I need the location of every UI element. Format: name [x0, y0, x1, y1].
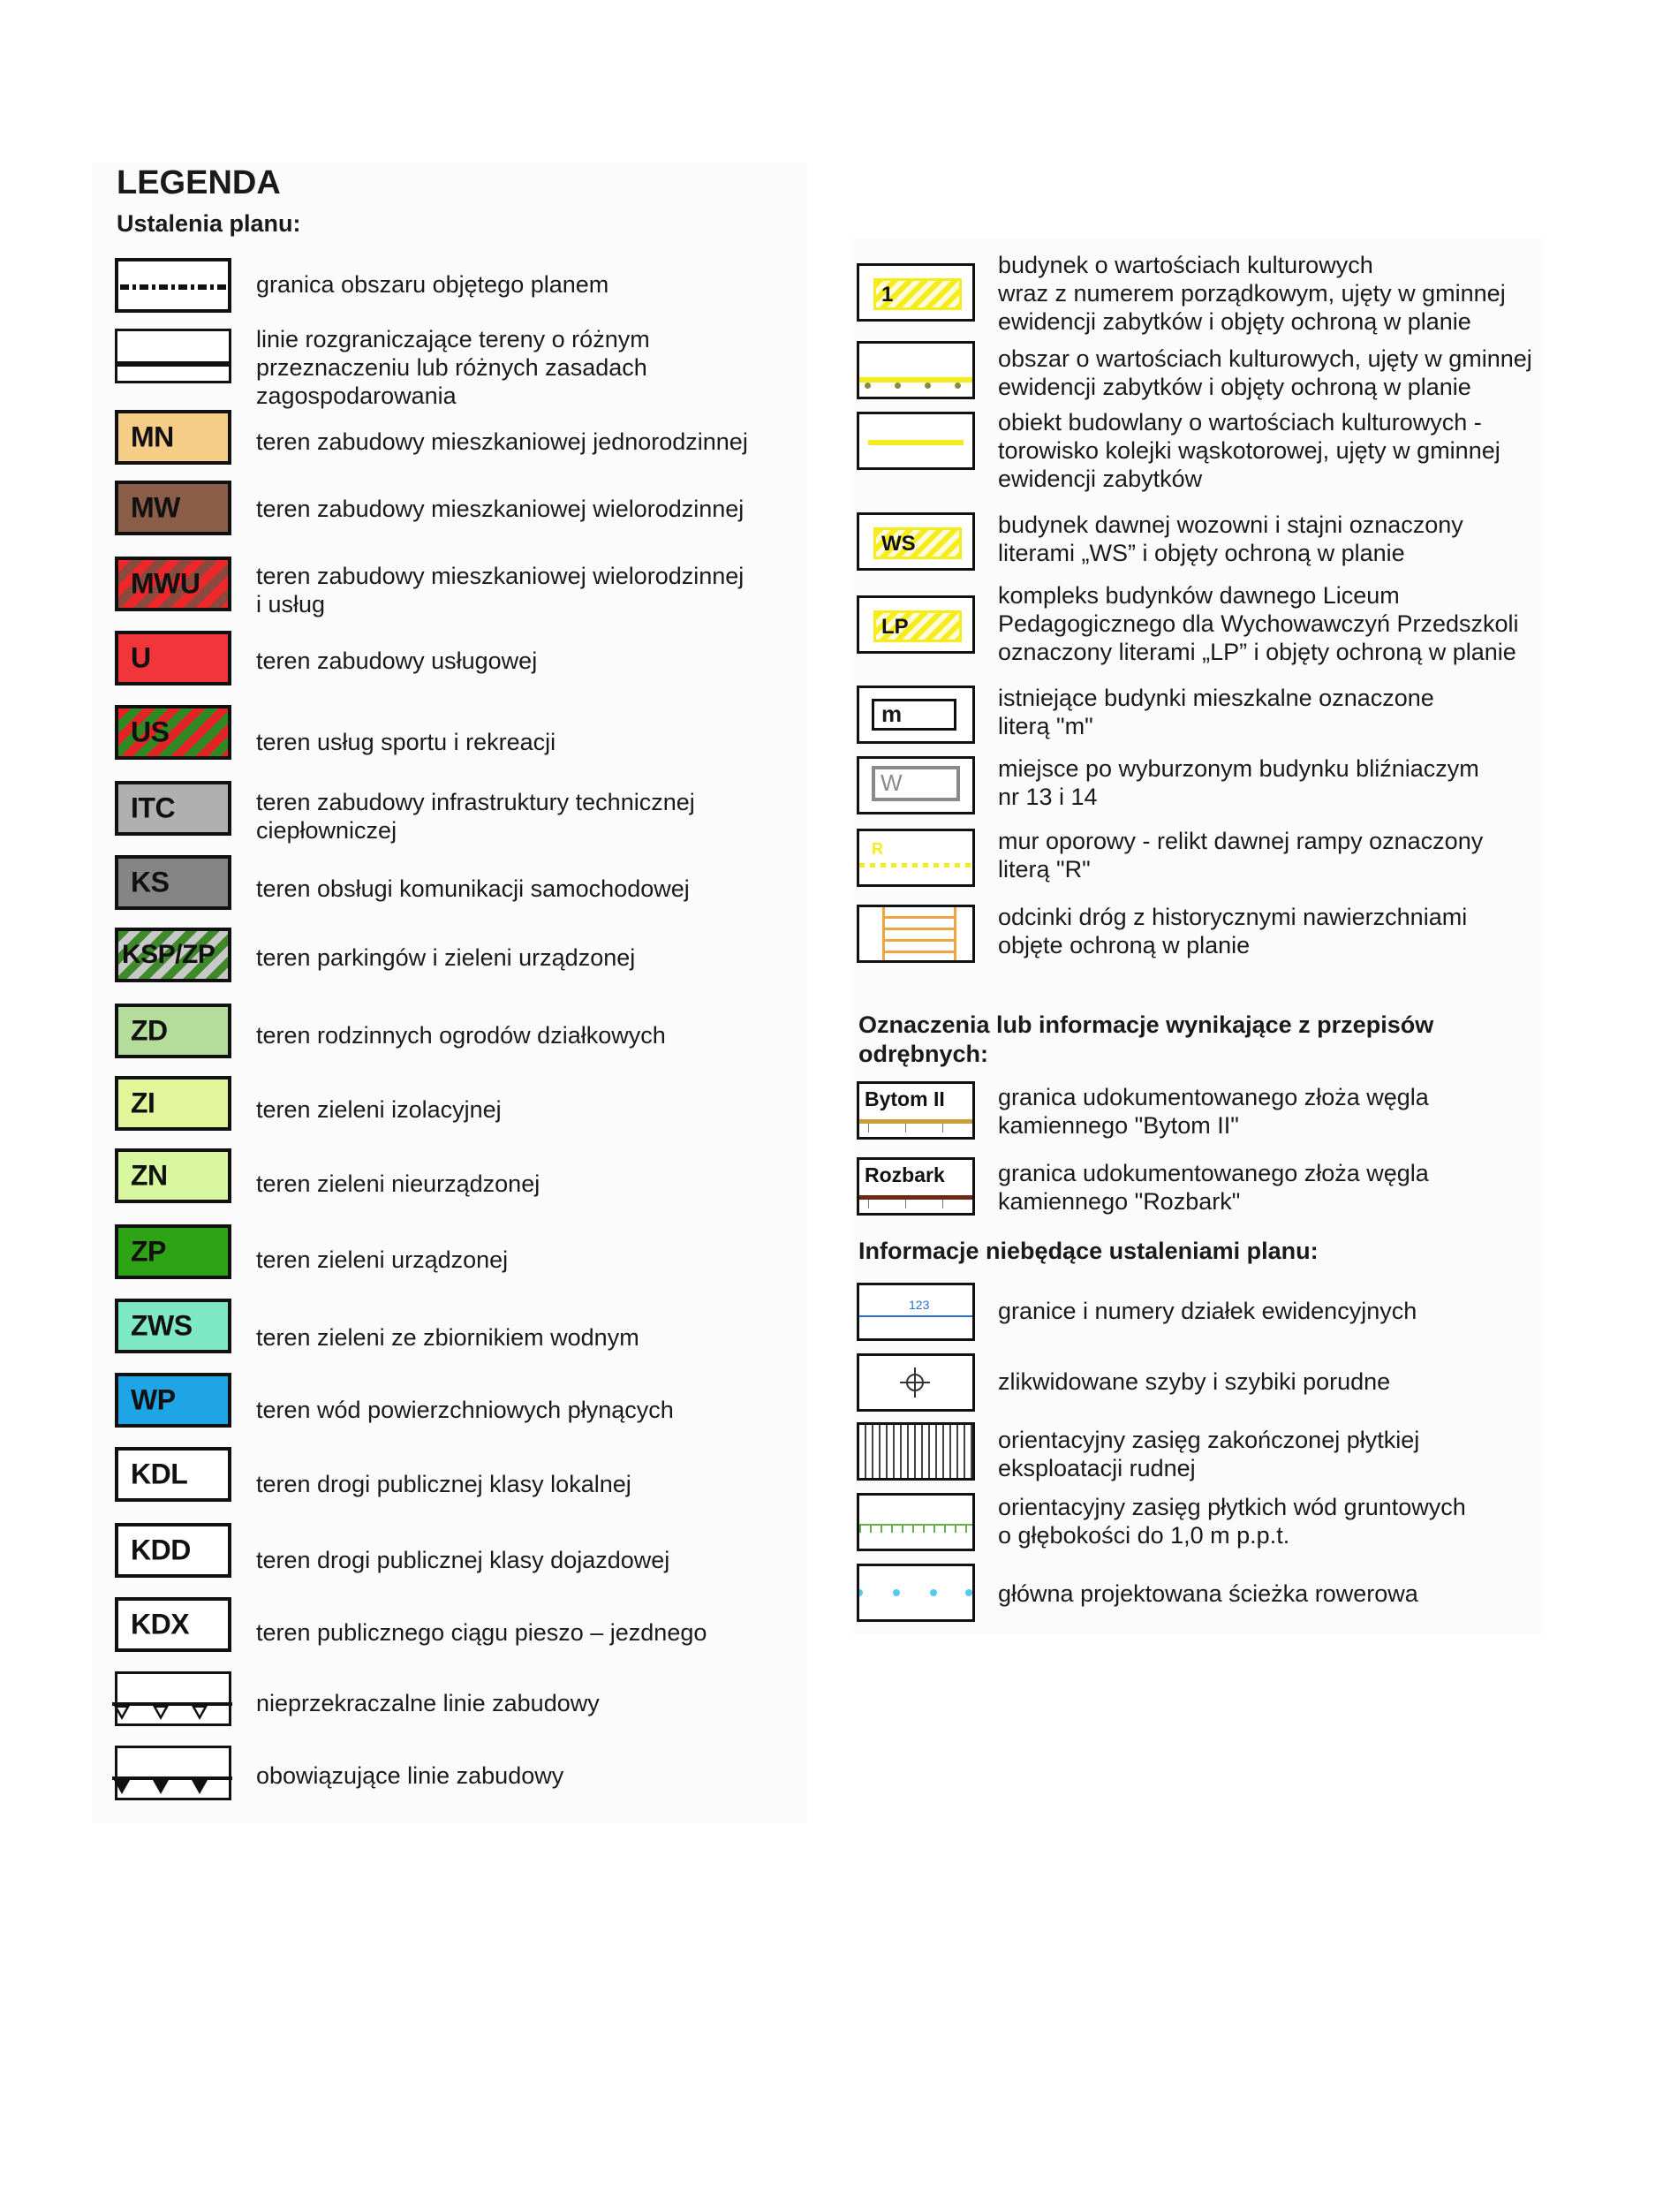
symbol-mwu: [115, 557, 231, 611]
deposit-tick: [942, 1124, 943, 1133]
legend-text-mn: teren zabudowy mieszkaniowej jednorodzinnej: [256, 428, 748, 455]
legend-text-wp: teren wód powierzchniowych płynących: [256, 1397, 674, 1423]
heritage-area-dot: [865, 383, 871, 389]
deposit-code: Rozbark: [865, 1163, 945, 1186]
deposit-text-0: granica udokumentowanego złoża węgla kamiennego "Bytom II": [998, 1084, 1429, 1139]
heritage-code: LP: [881, 615, 909, 639]
symbol-code: U: [131, 641, 151, 674]
deposit-tick: [905, 1124, 906, 1133]
legend-text-u: teren zabudowy usługowej: [256, 648, 538, 674]
symbol-code: KS: [131, 866, 170, 898]
symbol-mw: [115, 481, 231, 535]
legend-title: LEGENDA: [117, 164, 281, 201]
legend-text-line-1: linie rozgraniczające tereny o różnym przeznaczeniu lub różnych zasadach zagospodarowania: [256, 326, 650, 409]
demolished-code: W: [881, 769, 903, 796]
symbol-code: ZWS: [131, 1309, 193, 1342]
symbol-ksp-zp: [115, 928, 231, 982]
cycle-path-dot: [893, 1589, 900, 1596]
symbol-zd: [115, 1004, 231, 1058]
symbol-line-20: [115, 1746, 231, 1800]
heritage-text-3: budynek dawnej wozowni i stajni oznaczony literami „WS” i objęty ochroną w planie: [998, 511, 1463, 566]
symbol-kdd: [115, 1523, 231, 1578]
symbol-zws: [115, 1299, 231, 1353]
symbol-itc: [115, 781, 231, 836]
triangle-hollow: [117, 1708, 126, 1716]
info-symbol-2: [857, 1422, 975, 1481]
info-symbol-0: [857, 1283, 975, 1341]
legend-text-itc: teren zabudowy infrastruktury technicznej ciepłowniczej: [256, 789, 695, 844]
deposit-line: [859, 1119, 972, 1124]
deposit-tick: [868, 1124, 869, 1133]
legend-text-zd: teren rodzinnych ogrodów działkowych: [256, 1022, 666, 1049]
symbol-u: [115, 631, 231, 686]
heritage-text-5: istniejące budynki mieszkalne oznaczone literą "m": [998, 685, 1434, 739]
symbol-code: ZP: [131, 1235, 166, 1268]
info-text-0: granice i numery działek ewidencyjnych: [998, 1298, 1417, 1324]
symbol-code: ZI: [131, 1087, 155, 1119]
heritage-symbol-7: [857, 829, 975, 887]
heritage-symbol-3: [857, 512, 975, 571]
retaining-wall-code: R: [872, 840, 883, 858]
info-text-1: zlikwidowane szyby i szybiki porudne: [998, 1368, 1391, 1395]
heritage-code: 1: [881, 283, 894, 307]
info-symbol-4: [857, 1564, 975, 1622]
legend-text-kdx: teren publicznego ciągu pieszo – jezdnego: [256, 1619, 707, 1646]
deposit-code: Bytom II: [865, 1087, 945, 1110]
heritage-area-dot: [925, 383, 931, 389]
retaining-wall-line: [859, 863, 972, 867]
legend-text-zn: teren zieleni nieurządzonej: [256, 1170, 540, 1197]
demarcation-line: [117, 361, 229, 367]
deposit-line: [859, 1195, 972, 1200]
legend-text-line-19: nieprzekraczalne linie zabudowy: [256, 1690, 600, 1716]
building-line-triangle: [192, 1706, 208, 1720]
cycle-path-dot: [965, 1589, 972, 1596]
building-line-triangle: [114, 1780, 130, 1794]
heritage-text-4: kompleks budynków dawnego Liceum Pedagogicznego dla Wychowawczyń Przedszkoli oznaczony literami „LP” i objęty ochroną w planie: [998, 582, 1519, 665]
railway-line: [868, 440, 964, 445]
info-symbol-1: [857, 1353, 975, 1412]
heritage-text-7: mur oporowy - relikt dawnej rampy oznaczony literą "R": [998, 828, 1484, 883]
shaft-cross-v: [914, 1367, 916, 1398]
symbol-us: [115, 705, 231, 760]
building-line: [112, 1776, 232, 1780]
info-text-2: orientacyjny zasięg zakończonej płytkiej eksploatacji rudnej: [998, 1427, 1420, 1481]
symbol-code: ZN: [131, 1159, 168, 1192]
heritage-area-dot: [895, 383, 901, 389]
residential-building-box: [872, 699, 956, 731]
building-line-triangle: [114, 1706, 130, 1720]
info-symbol-3: [857, 1493, 975, 1551]
symbol-code: ZD: [131, 1014, 168, 1047]
symbol-code: MN: [131, 420, 174, 453]
symbol-line-1: [115, 329, 231, 383]
legend-text-zp: teren zieleni urządzonej: [256, 1246, 509, 1273]
symbol-code: KSP/ZP: [122, 940, 215, 969]
symbol-zi: [115, 1076, 231, 1131]
legend-subtitle: Ustalenia planu:: [117, 210, 301, 237]
section2-title: Oznaczenia lub informacje wynikające z przepisów odrębnych:: [858, 1011, 1434, 1067]
cycle-path-dot: [930, 1589, 937, 1596]
building-line: [112, 1702, 232, 1706]
deposit-text-1: granica udokumentowanego złoża węgla kamiennego "Rozbark": [998, 1160, 1429, 1215]
legend-text-mwu: teren zabudowy mieszkaniowej wielorodzinnej i usług: [256, 563, 745, 617]
legend-text-ksp-zp: teren parkingów i zieleni urządzonej: [256, 944, 636, 971]
parcel-number: 123: [909, 1298, 930, 1312]
legend-text-ks: teren obsługi komunikacji samochodowej: [256, 875, 690, 902]
legend-text-line-20: obowiązujące linie zabudowy: [256, 1762, 564, 1789]
heritage-text-8: odcinki dróg z historycznymi nawierzchniami objęte ochroną w planie: [998, 904, 1468, 958]
building-line-triangle: [153, 1780, 169, 1794]
heritage-building-box: [873, 278, 962, 310]
symbol-code: MWU: [131, 567, 200, 600]
heritage-symbol-6: [857, 756, 975, 814]
legend-text-mw: teren zabudowy mieszkaniowej wielorodzinnej: [256, 496, 745, 522]
building-line-triangle: [153, 1706, 169, 1720]
deposit-symbol-0: [857, 1081, 975, 1140]
triangle-hollow: [156, 1708, 165, 1716]
groundwater-ticks: [859, 1526, 972, 1533]
building-line-triangle: [192, 1780, 208, 1794]
symbol-code: MW: [131, 491, 180, 524]
symbol-zp: [115, 1224, 231, 1279]
symbol-code: KDX: [131, 1608, 190, 1640]
heritage-text-1: obszar o wartościach kulturowych, ujęty w gminnej ewidencji zabytków i objęty ochroną w planie: [998, 345, 1532, 400]
heritage-symbol-5: [857, 686, 975, 744]
symbol-mn: [115, 410, 231, 465]
legend-text-us: teren usług sportu i rekreacji: [256, 729, 556, 755]
legend-text-line-0: granica obszaru objętego planem: [256, 271, 609, 298]
symbol-ks: [115, 855, 231, 910]
symbol-kdl: [115, 1447, 231, 1502]
triangle-hollow: [195, 1708, 204, 1716]
heritage-text-6: miejsce po wyburzonym budynku bliźniaczym nr 13 i 14: [998, 755, 1479, 810]
symbol-wp: [115, 1373, 231, 1428]
deposit-tick: [868, 1200, 869, 1208]
symbol-kdx: [115, 1597, 231, 1652]
symbol-code: ITC: [131, 792, 176, 824]
legend-text-kdd: teren drogi publicznej klasy dojazdowej: [256, 1547, 670, 1573]
heritage-code: WS: [881, 532, 916, 556]
symbol-line-0: [115, 258, 231, 313]
deposit-symbol-1: [857, 1157, 975, 1216]
heritage-symbol-2: [857, 412, 975, 470]
heritage-symbol-8: [857, 905, 975, 963]
legend-text-zws: teren zieleni ze zbiornikiem wodnym: [256, 1324, 639, 1351]
symbol-code: KDD: [131, 1534, 191, 1566]
heritage-building-box: [873, 527, 962, 559]
legend-text-kdl: teren drogi publicznej klasy lokalnej: [256, 1471, 631, 1497]
info-text-3: orientacyjny zasięg płytkich wód gruntowych o głębokości do 1,0 m p.p.t.: [998, 1494, 1466, 1549]
parcel-boundary: [859, 1315, 972, 1317]
heritage-text-0: budynek o wartościach kulturowych wraz z numerem porządkowym, ujęty w gminnej ewidencji zabytków i objęty ochroną w planie: [998, 252, 1506, 335]
heritage-area-line: [859, 377, 972, 383]
section3-title: Informacje niebędące ustaleniami planu:: [858, 1238, 1319, 1264]
symbol-line-19: [115, 1671, 231, 1726]
deposit-tick: [905, 1200, 906, 1208]
boundary-dash-line: [120, 284, 226, 290]
heritage-building-box: [873, 610, 962, 642]
heritage-area-dot: [955, 383, 961, 389]
symbol-code: US: [131, 716, 170, 748]
info-text-4: główna projektowana ścieżka rowerowa: [998, 1580, 1418, 1607]
symbol-code: KDL: [131, 1458, 188, 1490]
symbol-zn: [115, 1148, 231, 1203]
deposit-tick: [942, 1200, 943, 1208]
legend-text-zi: teren zieleni izolacyjnej: [256, 1096, 502, 1123]
demolished-building-box: [872, 766, 960, 801]
residential-code: m: [881, 701, 903, 727]
historic-road-pattern: [882, 907, 956, 960]
heritage-symbol-1: [857, 341, 975, 399]
heritage-text-2: obiekt budowlany o wartościach kulturowych - torowisko kolejki wąskotorowej, ujęty w gminnej ewidencji zabytków: [998, 409, 1500, 492]
cycle-path-dot: [857, 1589, 863, 1596]
heritage-symbol-4: [857, 595, 975, 654]
heritage-symbol-0: [857, 263, 975, 322]
symbol-code: WP: [131, 1383, 176, 1416]
